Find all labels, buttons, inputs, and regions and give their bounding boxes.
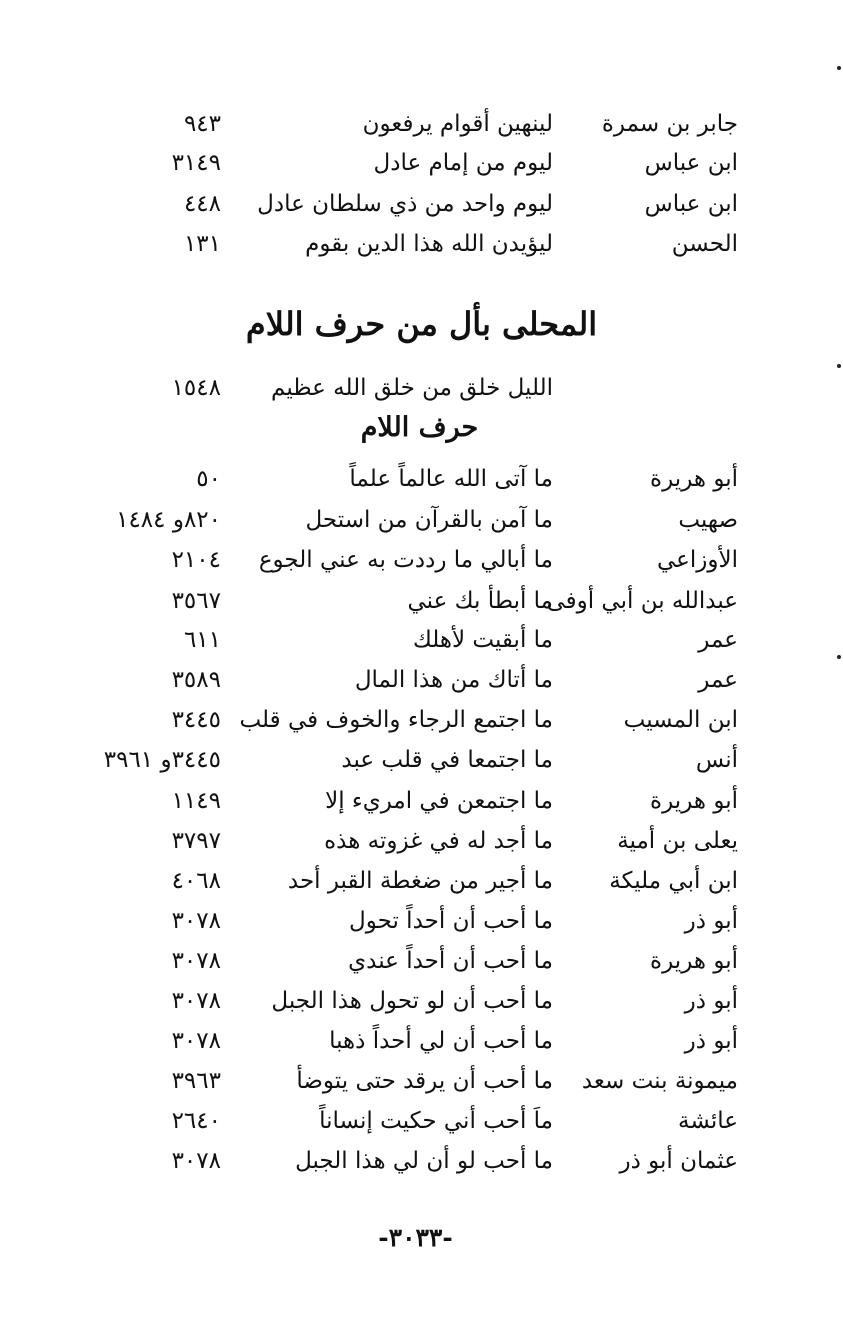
narrator: أبو ذر (684, 1028, 738, 1054)
hadith-number: ٦١١ (183, 627, 221, 653)
hadith-text: ما أجير من ضغطة القبر أحد (287, 868, 553, 894)
hadith-number: ٣٧٩٧ (171, 828, 221, 854)
hadith-text: ما أحب أن يرقد حتى يتوضأ (296, 1068, 553, 1094)
narrator: أنس (695, 747, 738, 773)
index-entry (0, 459, 843, 499)
hadith-number: ٣٠٧٨ (171, 908, 221, 934)
hadith-text: ما أحب أن أحداً تحول (349, 908, 553, 934)
narrator: الأوزاعي (656, 547, 738, 573)
index-entry (0, 104, 843, 144)
hadith-number: ٣٠٧٨ (171, 1028, 221, 1054)
hadith-number: ٨٢٠و ١٤٨٤ (116, 507, 221, 533)
hadith-number: ٣٤٤٥و ٣٩٦١ (103, 747, 221, 773)
index-entry (0, 1021, 843, 1061)
index-entry (0, 781, 843, 821)
index-entry (0, 1061, 843, 1101)
hadith-text: ما أبطأ بك عني (407, 588, 553, 614)
hadith-number: ٤٤٨ (183, 191, 221, 217)
hadith-number: ٢١٠٤ (171, 547, 221, 573)
narrator: عبدالله بن أبي أوفى (546, 588, 738, 614)
narrator: جابر بن سمرة (601, 111, 738, 137)
hadith-text: ما أحب أن أحداً عندي (348, 948, 553, 974)
hadith-text: ليوم واحد من ذي سلطان عادل (257, 191, 553, 217)
hadith-number: ٣٩٦٣ (171, 1068, 221, 1094)
narrator: يعلى بن أمية (617, 828, 738, 854)
hadith-text: ليؤيدن الله هذا الدين بقوم (305, 231, 553, 257)
sub-heading: حرف اللام (360, 412, 479, 443)
hadith-number: ٣١٤٩ (171, 150, 221, 176)
narrator: أبو ذر (684, 908, 738, 934)
hadith-text: ما أتاك من هذا المال (354, 667, 553, 693)
index-entry (0, 1101, 843, 1141)
index-entry (0, 540, 843, 580)
narrator: ميمونة بنت سعد (581, 1068, 738, 1094)
section-heading: المحلى بأل من حرف اللام (245, 305, 598, 343)
index-entry (0, 941, 843, 981)
hadith-text: ما اجتمعن في امريء إلا (325, 788, 553, 814)
page-number: -٣٠٣٣- (378, 1223, 453, 1252)
hadith-text: ما اجتمع الرجاء والخوف في قلب (239, 707, 553, 733)
index-entry (0, 224, 843, 264)
hadith-number: ٣٥٦٧ (171, 588, 221, 614)
hadith-text: الليل خلق من خلق الله عظيم (271, 375, 553, 401)
narrator: ابن عباس (644, 150, 738, 176)
hadith-text: ما أحب لو أن لي هذا الجبل (295, 1148, 553, 1174)
narrator: عائشة (678, 1108, 738, 1134)
index-entry (0, 821, 843, 861)
hadith-number: ٣٥٨٩ (171, 667, 221, 693)
margin-dot (837, 66, 841, 70)
narrator: صهيب (678, 507, 738, 533)
index-entry (0, 861, 843, 901)
hadith-number: ٣٤٤٥ (171, 707, 221, 733)
hadith-number: ٥٠ (196, 466, 221, 492)
hadith-text: ما اجتمعا في قلب عبد (341, 747, 553, 773)
index-entry (0, 500, 843, 540)
hadith-number: ٩٤٣ (183, 111, 221, 137)
index-entry (0, 1141, 843, 1181)
index-entry (0, 143, 843, 183)
hadith-number: ١٥٤٨ (171, 375, 221, 401)
hadith-text: ماَ أحب أني حكيت إنساناً (319, 1108, 553, 1134)
narrator: أبو هريرة (650, 948, 738, 974)
index-entry (0, 581, 843, 621)
hadith-number: ٢٦٤٠ (171, 1108, 221, 1134)
index-entry (0, 184, 843, 224)
narrator: ابن عباس (644, 191, 738, 217)
hadith-text: ما أبقيت لأهلك (412, 627, 553, 653)
hadith-text: لينهين أقوام يرفعون (362, 111, 553, 137)
hadith-number: ٣٠٧٨ (171, 988, 221, 1014)
narrator: أبو هريرة (650, 788, 738, 814)
hadith-text: ما آمن بالقرآن من استحل (305, 507, 553, 533)
hadith-text: ما أحب أن لو تحول هذا الجبل (271, 988, 553, 1014)
index-entry (0, 740, 843, 780)
index-entry (0, 981, 843, 1021)
index-entry (0, 660, 843, 700)
narrator: عثمان أبو ذر (619, 1148, 738, 1174)
index-entry (0, 620, 843, 660)
narrator: ابن المسيب (623, 707, 738, 733)
narrator: ابن أبي مليكة (609, 868, 738, 894)
hadith-number: ٣٠٧٨ (171, 1148, 221, 1174)
hadith-text: ما أجد له في غزوته هذه (324, 828, 553, 854)
index-entry (0, 700, 843, 740)
narrator: أبو هريرة (650, 466, 738, 492)
hadith-text: ما آتى الله عالماً علماً (349, 466, 553, 492)
hadith-text: ليوم من إمام عادل (373, 150, 553, 176)
narrator: الحسن (671, 231, 738, 257)
hadith-number: ٤٠٦٨ (171, 868, 221, 894)
narrator: عمر (698, 667, 738, 693)
hadith-text: ما أبالي ما رددت به عني الجوع (258, 547, 553, 573)
hadith-number: ١١٤٩ (171, 788, 221, 814)
narrator: أبو ذر (684, 988, 738, 1014)
index-entry (0, 368, 843, 408)
hadith-text: ما أحب أن لي أحداً ذهبا (329, 1028, 553, 1054)
hadith-number: ٣٠٧٨ (171, 948, 221, 974)
narrator: عمر (698, 627, 738, 653)
hadith-number: ١٣١ (183, 231, 221, 257)
index-entry (0, 901, 843, 941)
